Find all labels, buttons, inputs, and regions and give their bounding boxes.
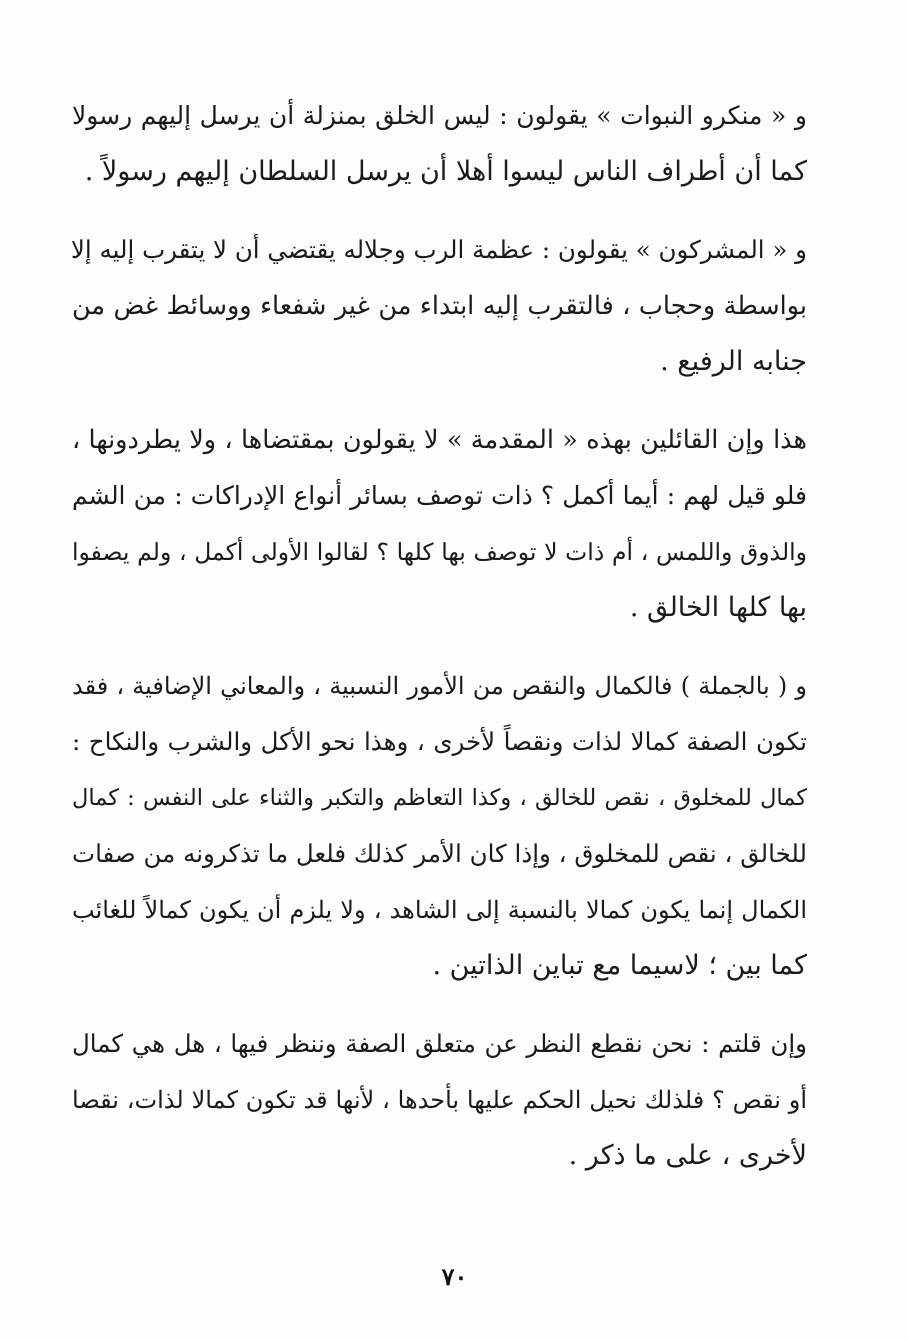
text-line: تكون الصفة كمالا لذات ونقصاً لأخرى ، وهذا نحو الأكل والشرب والنكاح : (72, 727, 807, 756)
page-number: ٧٠ (441, 1262, 468, 1291)
text-line: بواسطة وحجاب ، فالتقرب إليه ابتداء من غير شفعاء ووسائط غض من (72, 291, 807, 321)
text-line: كما بين ؛ لاسيما مع تباين الذاتين . (432, 950, 807, 981)
text-line: و ( بالجملة ) فالكمال والنقص من الأمور النسبية ، والمعاني الإضافية ، فقد (72, 672, 807, 700)
text-line: جنابه الرفيع . (660, 346, 807, 377)
paragraph-4 (72, 658, 807, 994)
text-line: أو نقص ؟ فلذلك نحيل الحكم عليها بأحدها ، لأنها قد تكون كمالا لذات، نقصا (72, 1086, 807, 1114)
text-line: والذوق واللمس ، أم ذات لا توصف بها كلها ؟ لقالوا الأولى أكمل ، ولم يصفوا (72, 538, 807, 566)
text-line: وإن قلتم : نحن نقطع النظر عن متعلق الصفة وننظر فيها ، هل هي كمال (72, 1029, 807, 1058)
text-line: و « المشركون » يقولون : عظمة الرب وجلاله يقتضي أن لا يتقرب إليه إلا (70, 235, 807, 264)
text-line: كمال للمخلوق ، نقص للخالق ، وكذا التعاظم والتكبر والثناء على النفس : كمال (72, 785, 807, 811)
text-line: فلو قيل لهم : أيما أكمل ؟ ذات توصف بسائر أنواع الإدراكات : من الشم (72, 481, 807, 510)
text-line: الكمال إنما يكون كمالا بالنسبة إلى الشاهد ، ولا يلزم أن يكون كمالاً للغائب (72, 896, 807, 924)
text-line: للخالق ، نقص للمخلوق ، وإذا كان الأمر كذلك فلعل ما تذكرونه من صفات (72, 839, 807, 868)
paragraph-3 (72, 412, 807, 636)
text-line: و « منكرو النبوات » يقولون : ليس الخلق بمنزلة أن يرسل إليهم رسولا (72, 101, 807, 130)
text-line: كما أن أطراف الناس ليسوا أهلا أن يرسل السلطان إليهم رسولاً . (84, 156, 807, 187)
paragraph-2 (72, 222, 807, 390)
text-line: هذا وإن القائلين بهذه « المقدمة » لا يقولون بمقتضاها ، ولا يطردونها ، (72, 425, 807, 455)
body-text (72, 88, 807, 1206)
text-line: لأخرى ، على ما ذكر . (568, 1140, 807, 1171)
text-line: بها كلها الخالق . (629, 592, 807, 623)
paragraph-5 (72, 1016, 807, 1184)
paragraph-1 (72, 88, 807, 200)
